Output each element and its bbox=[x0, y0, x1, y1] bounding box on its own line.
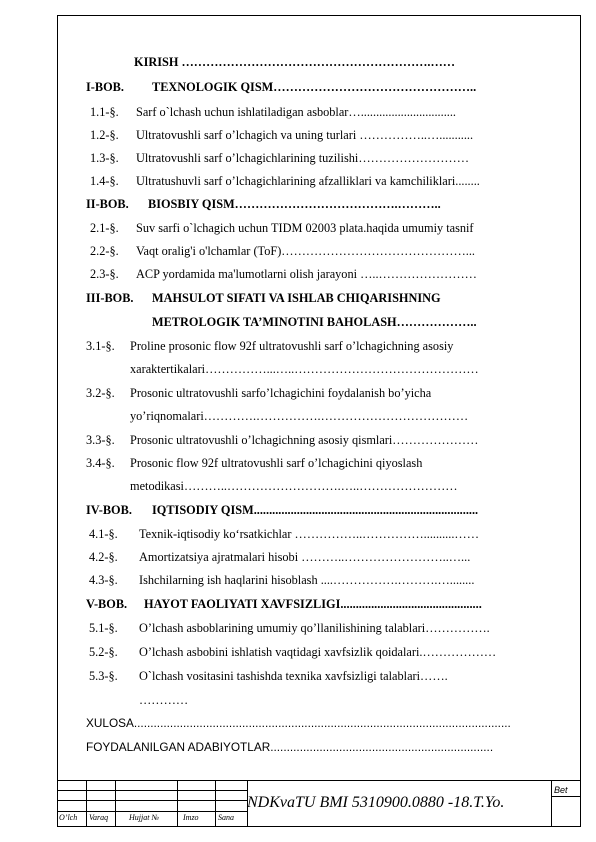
toc-entry bbox=[86, 151, 552, 166]
toc-entry-title: Prosonic ultratovushli sarfo’lchagichini foydalanish bo’yicha bbox=[130, 386, 432, 400]
toc-entry-title: metodikasi………..……………………….…..…………………… bbox=[130, 479, 458, 493]
toc-entry bbox=[86, 716, 548, 730]
title-block-col-line bbox=[115, 780, 116, 827]
col-label: Imzo bbox=[183, 813, 199, 822]
toc-entry-number: II-BOB. bbox=[86, 197, 129, 211]
toc-entry bbox=[86, 55, 596, 70]
toc-entry-title: MAHSULOT SIFATI VA ISHLAB CHIQARISHNING bbox=[152, 291, 441, 305]
toc-entry-number: 1.2-§. bbox=[90, 128, 119, 142]
col-label: O’lch bbox=[59, 813, 78, 822]
toc-entry bbox=[86, 128, 552, 143]
toc-entry bbox=[86, 597, 548, 612]
toc-entry-number: 5.1-§. bbox=[89, 621, 118, 635]
toc-entry-number: 2.1-§. bbox=[90, 221, 119, 235]
toc-entry-number: 3.3-§. bbox=[86, 433, 115, 447]
toc-entry bbox=[86, 550, 551, 565]
toc-entry bbox=[86, 244, 552, 259]
toc-entry-title: O’lchash asbobini ishlatish vaqtidagi xavfsizlik qoidalari.……………… bbox=[139, 645, 497, 659]
toc-entry bbox=[86, 362, 592, 377]
toc-entry bbox=[86, 573, 551, 588]
toc-entry-title: O`lchash vositasini tashishda texnika xavfsizligi talablari……. bbox=[139, 669, 448, 683]
toc-entry-number: 4.3-§. bbox=[89, 573, 118, 587]
toc-entry-number: 5.3-§. bbox=[89, 669, 118, 683]
toc-entry-number: 1.4-§. bbox=[90, 174, 119, 188]
toc-entry bbox=[86, 669, 551, 684]
toc-entry-number: I-BOB. bbox=[86, 80, 124, 94]
toc-entry-title: Prosonic flow 92f ultratovushli sarf o’lchagichini qiyoslash bbox=[130, 456, 423, 470]
toc-entry-number: 4.1-§. bbox=[89, 527, 118, 541]
col-label: Hujjat № bbox=[129, 813, 159, 822]
toc-entry bbox=[86, 479, 592, 494]
title-block-col-line bbox=[86, 780, 87, 827]
toc-entry-number: 1.3-§. bbox=[90, 151, 119, 165]
toc-entry-title: XULOSA................................................................................................................... bbox=[86, 716, 511, 730]
toc-entry-number: 3.2-§. bbox=[86, 386, 115, 400]
toc-entry-title: METROLOGIK TA’MINOTINI BAHOLASH……………….. bbox=[152, 315, 477, 329]
toc-entry-number: 5.2-§. bbox=[89, 645, 118, 659]
col-label: Sana bbox=[218, 813, 234, 822]
toc-entry bbox=[86, 409, 592, 424]
toc-entry bbox=[86, 456, 548, 471]
toc-entry bbox=[86, 105, 552, 120]
toc-entry-number: 2.2-§. bbox=[90, 244, 119, 258]
toc-entry bbox=[86, 433, 548, 448]
sheet-label: Bet bbox=[554, 785, 568, 795]
toc-entry-title: BIOSBIY QISM………………………………….……….. bbox=[148, 197, 441, 211]
toc-entry-title: TEXNOLOGIK QISM………………………………………….. bbox=[152, 80, 477, 94]
toc-entry-title: Sarf o`lchash uchun ishlatiladigan asboblar…............................... bbox=[136, 105, 457, 119]
toc-entry-title: ………… bbox=[139, 693, 189, 707]
toc-entry-title: Ishchilarning ish haqlarini hisoblash ....…………….……….…........ bbox=[139, 573, 475, 587]
toc-entry-title: Amortizatsiya ajratmalari hisobi ………..……………………..…... bbox=[139, 550, 471, 564]
toc-entry-title: FOYDALANILGAN ADABIYOTLAR.................................................................... bbox=[86, 740, 494, 754]
toc-entry bbox=[86, 386, 548, 401]
toc-entry-title: Prosonic ultratovushli o’lchagichning asosiy qismlari………………… bbox=[130, 433, 479, 447]
toc-entry-title: HAYOT FAOLIYATI XAVFSIZLIGI.............................................. bbox=[144, 597, 482, 611]
toc-entry-number: 2.3-§. bbox=[90, 267, 119, 281]
toc-entry-number: 3.1-§. bbox=[86, 339, 115, 353]
toc-entry-title: KIRISH …………………………………………………….…… bbox=[134, 55, 456, 69]
toc-entry bbox=[86, 693, 596, 708]
toc-entry bbox=[86, 197, 548, 212]
toc-entry-number: V-BOB. bbox=[86, 597, 128, 611]
title-block-col-line bbox=[215, 780, 216, 827]
title-block bbox=[57, 780, 581, 827]
toc-entry-title: ACP yordamida ma'lumotlarni olish jarayoni …..…………………… bbox=[136, 267, 477, 281]
toc-entry bbox=[86, 621, 551, 636]
toc-entry bbox=[86, 267, 552, 282]
toc-entry bbox=[86, 527, 551, 542]
title-block-col-line bbox=[177, 780, 178, 827]
document-code: NDKvaTU BMI 5310900.0880 -18.T.Yo. bbox=[247, 794, 505, 811]
toc-entry-number: 4.2-§. bbox=[89, 550, 118, 564]
toc-entry-title: Suv sarfi o`lchagich uchun TIDM 02003 plata.haqida umumiy tasnif bbox=[136, 221, 474, 235]
toc-entry bbox=[86, 339, 548, 354]
sheet-cell-line bbox=[551, 796, 581, 797]
toc-entry bbox=[86, 291, 548, 306]
toc-entry bbox=[86, 315, 596, 330]
toc-entry-title: Ultratovushli sarf o’lchagichlarining tuzilishi……………………… bbox=[136, 151, 469, 165]
col-label: Varaq bbox=[89, 813, 109, 822]
toc-entry bbox=[86, 174, 552, 189]
toc-entry-title: O’lchash asboblarining umumiy qo’llanilishining talablari……………. bbox=[139, 621, 490, 635]
toc-entry-number: IV-BOB. bbox=[86, 503, 132, 517]
toc-entry bbox=[86, 645, 551, 660]
toc-entry-title: Ultratovushli sarf o’lchagich va uning turlari ……………..…........... bbox=[136, 128, 474, 142]
toc-entry-number: III-BOB. bbox=[86, 291, 134, 305]
toc-entry-title: Proline prosonic flow 92f ultratovushli sarf o’lchagichning asosiy bbox=[130, 339, 454, 353]
title-block-top-line bbox=[57, 780, 581, 781]
toc-entry-title: IQTISODIY QISM......................................................................... bbox=[152, 503, 479, 517]
toc-entry-title: xaraktertikalari……………...…..……………………………………… bbox=[130, 362, 479, 376]
toc-entry-number: 3.4-§. bbox=[86, 456, 115, 470]
toc-entry-title: yo’riqnomalari………….…………….……………………………… bbox=[130, 409, 469, 423]
toc-entry-title: Ultratushuvli sarf o’lchagichlarining afzalliklari va kamchiliklari........ bbox=[136, 174, 480, 188]
toc-entry bbox=[86, 221, 552, 236]
toc-entry-number: 1.1-§. bbox=[90, 105, 119, 119]
toc-entry-title: Vaqt oralig'i o'lchamlar (ToF)………………………………………... bbox=[136, 244, 475, 258]
toc-entry bbox=[86, 80, 548, 95]
toc-entry bbox=[86, 740, 548, 754]
title-block-col-line bbox=[551, 780, 552, 827]
toc-entry-title: Texnik-iqtisodiy ko‘rsatkichlar ……………..……………..........…… bbox=[139, 527, 480, 541]
toc-entry bbox=[86, 503, 548, 518]
